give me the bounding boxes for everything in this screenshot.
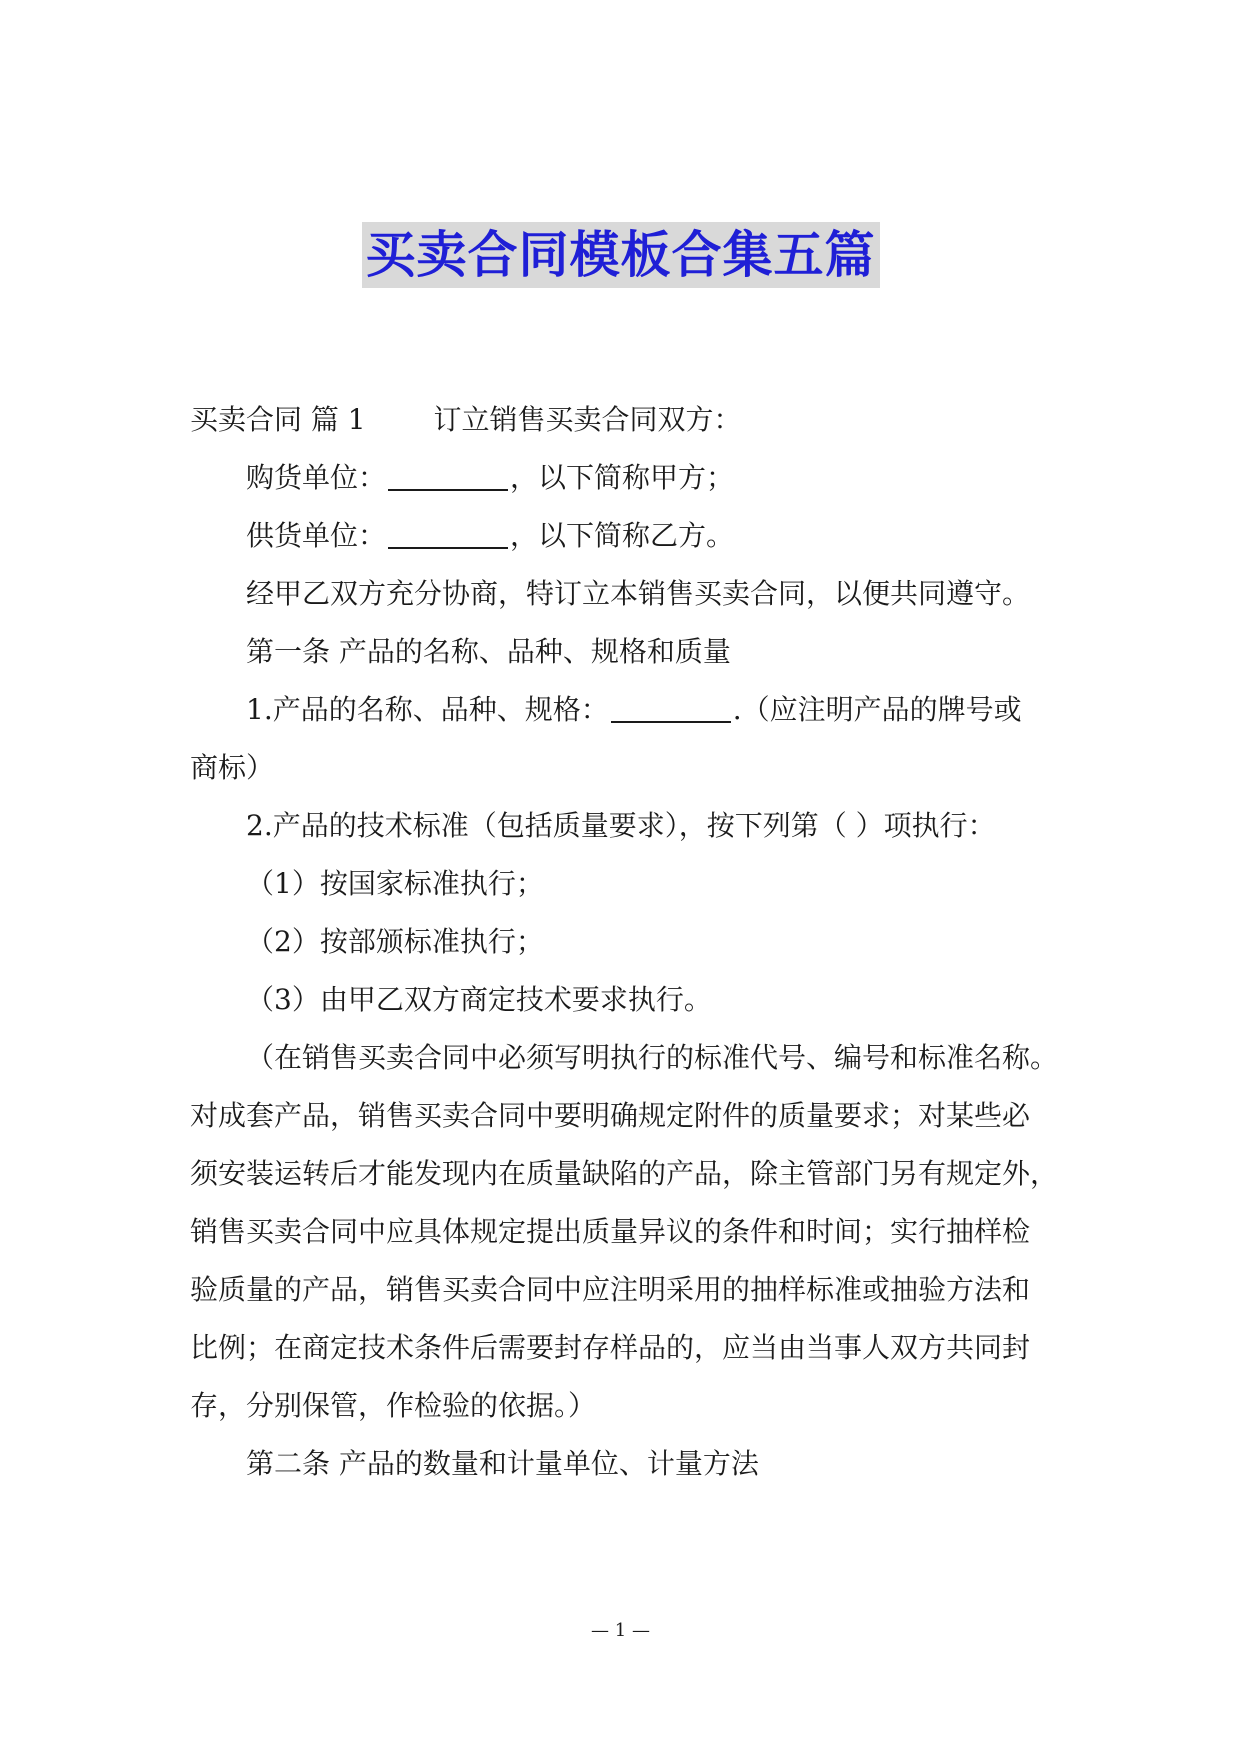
note-line: （在销售买卖合同中必须写明执行的标准代号、编号和标准名称。 xyxy=(246,1041,1059,1074)
document-title: 买卖合同模板合集五篇 xyxy=(362,222,880,288)
paragraph-line xyxy=(246,851,544,916)
paragraph-line xyxy=(190,1141,1058,1206)
paragraph-line xyxy=(190,1315,1030,1380)
paragraph-line xyxy=(246,909,544,974)
note-line: 须安装运转后才能发现内在质量缺陷的产品，除主管部门另有规定外， xyxy=(190,1157,1059,1190)
blank-field xyxy=(388,519,508,549)
article-2-heading: 第二条 产品的数量和计量单位、计量方法 xyxy=(246,1447,759,1480)
paragraph-line xyxy=(246,619,731,684)
paragraph-line xyxy=(190,1083,1030,1148)
paragraph-line xyxy=(190,735,274,800)
agreement-text: 经甲乙双方充分协商，特订立本销售买卖合同，以便共同遵守。 xyxy=(246,577,1031,610)
article-1-heading: 第一条 产品的名称、品种、规格和质量 xyxy=(246,635,731,668)
item-1-label: 1.产品的名称、品种、规格： xyxy=(246,693,609,726)
paragraph-line xyxy=(246,445,734,510)
paragraph-line xyxy=(246,1025,1058,1090)
paragraph-line xyxy=(246,1431,759,1496)
option-3: （3）由甲乙双方商定技术要求执行。 xyxy=(246,983,712,1016)
paragraph-line xyxy=(190,1373,596,1438)
buyer-label: 购货单位： xyxy=(246,461,387,494)
note-line: 销售买卖合同中应具体规定提出质量异议的条件和时间；实行抽样检 xyxy=(190,1215,1031,1248)
item-1-note-cont: 商标） xyxy=(190,751,275,784)
item-1-note: .（应注明产品的牌号或 xyxy=(732,693,1022,726)
note-line: 验质量的产品，销售买卖合同中应注明采用的抽样标准或抽验方法和 xyxy=(190,1273,1031,1306)
paragraph-line xyxy=(246,503,734,568)
contract-heading: 买卖合同 篇 1 xyxy=(190,403,366,436)
supplier-suffix: ，以下简称乙方。 xyxy=(510,519,735,552)
paragraph-line xyxy=(190,387,741,452)
item-2-text: 2.产品的技术标准（包括质量要求），按下列第（ ）项执行： xyxy=(246,809,996,842)
paragraph-line xyxy=(190,1199,1030,1264)
buyer-suffix: ，以下简称甲方； xyxy=(510,461,735,494)
page-number: — 1 — xyxy=(591,1620,650,1641)
contract-parties-label: 订立销售买卖合同双方： xyxy=(433,403,742,436)
blank-field xyxy=(611,693,731,723)
title-wrap xyxy=(0,222,1241,288)
note-line: 存，分别保管，作检验的依据。） xyxy=(190,1389,597,1422)
paragraph-line xyxy=(246,793,996,858)
paragraph-line xyxy=(246,561,1030,626)
paragraph-line xyxy=(246,677,1022,742)
note-line: 比例；在商定技术条件后需要封存样品的，应当由当事人双方共同封 xyxy=(190,1331,1031,1364)
paragraph-line xyxy=(246,967,712,1032)
option-1: （1）按国家标准执行； xyxy=(246,867,544,900)
blank-field xyxy=(388,461,508,491)
supplier-label: 供货单位： xyxy=(246,519,387,552)
option-2: （2）按部颁标准执行； xyxy=(246,925,544,958)
note-line: 对成套产品，销售买卖合同中要明确规定附件的质量要求；对某些必 xyxy=(190,1099,1031,1132)
paragraph-line xyxy=(190,1257,1030,1322)
